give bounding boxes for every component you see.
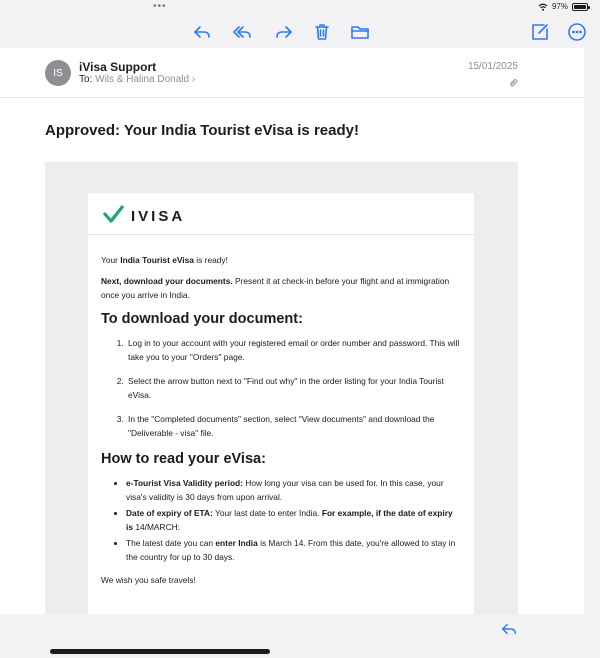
reply-all-button[interactable] [230,20,254,44]
read-bullets-list [101,476,461,565]
trash-button[interactable] [310,20,334,44]
email-body-background [45,162,518,614]
multitasking-dots-icon[interactable]: ••• [153,1,167,12]
card-body [88,235,474,587]
more-icon [567,22,587,42]
email-subject: Approved: Your India Tourist eVisa is ready! [45,122,359,139]
reply-icon [500,620,518,638]
closing-text: We wish you safe travels! [101,574,196,585]
bullet-expiry-text: Your last date to enter India. [212,507,322,518]
battery-percentage: 97% [551,2,568,11]
compose-icon [530,22,550,42]
next-paragraph [101,274,461,303]
bullet-validity-label: e-Tourist Visa Validity period: [126,477,243,488]
recipients: Wils & Halina Donald [95,74,190,85]
download-steps-list [101,336,461,441]
download-step: 2. Select the arrow button next to "Find out why" in the order listing for your India Tourist eVisa. [126,374,461,403]
bullet-latest-text: The latest date you can [126,537,216,548]
status-bar [0,0,600,16]
bullet-latest-bold: enter India [215,537,258,548]
reply-icon [192,22,212,42]
bullet-expiry-label: Date of expiry of ETA: [126,507,213,518]
forward-button[interactable] [272,20,296,44]
intro-visa-name: India Tourist eVisa [120,255,194,265]
sender-name[interactable]: iVisa Support [79,60,157,74]
recipients-line[interactable] [79,74,195,85]
wifi-icon [538,3,548,11]
bullet-expiry-example: For example, if the date of expiry is [126,507,453,532]
status-indicators [538,2,588,11]
bullet-expiry-date: 14/MARCH: [135,522,180,532]
bullet-latest-date [126,536,461,565]
compose-button[interactable] [528,20,552,44]
bullet-validity-text: How long your visa can be used for. In this case, your visa's validity is 30 days from upon arrival. [126,477,444,502]
reply-all-icon [232,22,252,42]
to-label: To: [79,74,93,85]
paperclip-icon [508,75,518,85]
bullet-latest-text-end: is March 14. From this date, you're allowed to stay in the country for up to 30 days. [126,537,456,562]
trash-icon [312,22,332,42]
message-view[interactable] [0,48,584,614]
forward-icon [274,22,294,42]
logo-text: IVISA [131,208,186,225]
bullet-expiry [126,506,461,535]
mail-toolbar [0,16,600,48]
more-button[interactable] [565,20,589,44]
intro-text-end: is ready! [193,255,228,265]
email-card [88,193,474,614]
bottom-toolbar [0,614,600,658]
background-strip [584,48,600,614]
reply-button[interactable] [190,20,214,44]
message-date: 15/01/2025 [467,61,518,72]
folder-icon [350,22,370,42]
avatar[interactable]: IS [45,60,71,86]
download-step: 1. Log in to your account with your registered email or order number and password. This will take you to your "Orders" page. [126,336,461,365]
next-text: Present it at check-in before your flight and at immigration once you arrive in India. [101,275,450,300]
home-indicator[interactable] [50,649,270,654]
battery-icon [572,3,588,11]
bullet-validity [126,476,461,505]
download-heading: To download your document: [101,310,303,327]
message-header [0,48,584,98]
ivisa-check-icon [103,205,125,228]
intro-text: Your [101,255,121,265]
intro-paragraph [101,253,461,268]
read-heading: How to read your eVisa: [101,450,266,467]
chevron-right-icon: › [191,74,196,85]
next-bold-text: Next, download your documents. [101,275,233,286]
ivisa-logo[interactable] [103,205,185,228]
card-header [88,193,474,235]
reply-bottom-button[interactable] [500,620,520,640]
move-to-folder-button[interactable] [348,20,372,44]
download-step: 3. In the "Completed documents" section, select "View documents" and download the "Deliverable - visa" file. [126,412,461,441]
